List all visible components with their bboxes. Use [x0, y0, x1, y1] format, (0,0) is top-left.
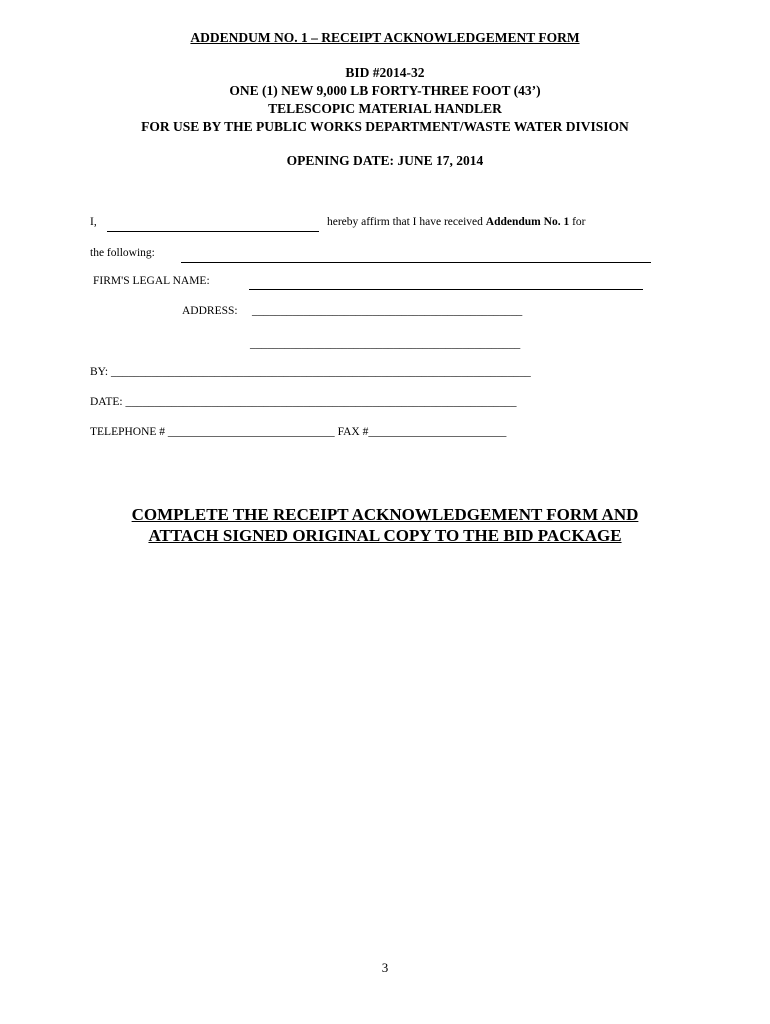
firm-legal-name-line[interactable]	[249, 289, 643, 290]
telephone-fax-row[interactable]	[90, 426, 506, 438]
by-line[interactable]: BY: _________________________________________________________________________	[90, 366, 531, 378]
telephone-line[interactable]: TELEPHONE # _____________________________	[90, 426, 338, 438]
date-line[interactable]: DATE: ____________________________________________________________________	[90, 396, 517, 408]
affirm-statement	[327, 216, 586, 228]
affirm-prefix: hereby affirm that I have received	[327, 216, 486, 228]
opening-date: OPENING DATE: JUNE 17, 2014	[286, 153, 484, 168]
bid-description-line3: FOR USE BY THE PUBLIC WORKS DEPARTMENT/WASTE WATER DIVISION	[141, 119, 629, 134]
name-signature-line[interactable]	[107, 231, 319, 232]
i-label: I,	[90, 216, 97, 228]
firm-legal-name-label: FIRM'S LEGAL NAME:	[93, 275, 210, 287]
instruction-line1: COMPLETE THE RECEIPT ACKNOWLEDGEMENT FORM AND	[131, 505, 639, 524]
bid-description-line1: ONE (1) NEW 9,000 LB FORTY-THREE FOOT (43’)	[229, 83, 541, 98]
affirm-suffix: for	[569, 216, 586, 228]
address-label: ADDRESS:	[182, 305, 238, 317]
address-line-2[interactable]: _______________________________________________	[250, 338, 521, 350]
fax-line[interactable]: FAX #________________________	[337, 426, 507, 438]
form-title: ADDENDUM NO. 1 – RECEIPT ACKNOWLEDGEMENT FORM	[190, 30, 580, 45]
following-label: the following:	[90, 247, 155, 259]
address-line-1[interactable]: _______________________________________________	[252, 305, 523, 317]
instruction-line2: ATTACH SIGNED ORIGINAL COPY TO THE BID PACKAGE	[148, 526, 622, 545]
page-number: 3	[381, 960, 389, 975]
bid-number: BID #2014-32	[345, 65, 425, 80]
addendum-reference: Addendum No. 1	[485, 216, 570, 228]
following-line[interactable]	[181, 262, 651, 263]
bid-description-line2: TELESCOPIC MATERIAL HANDLER	[268, 101, 502, 116]
